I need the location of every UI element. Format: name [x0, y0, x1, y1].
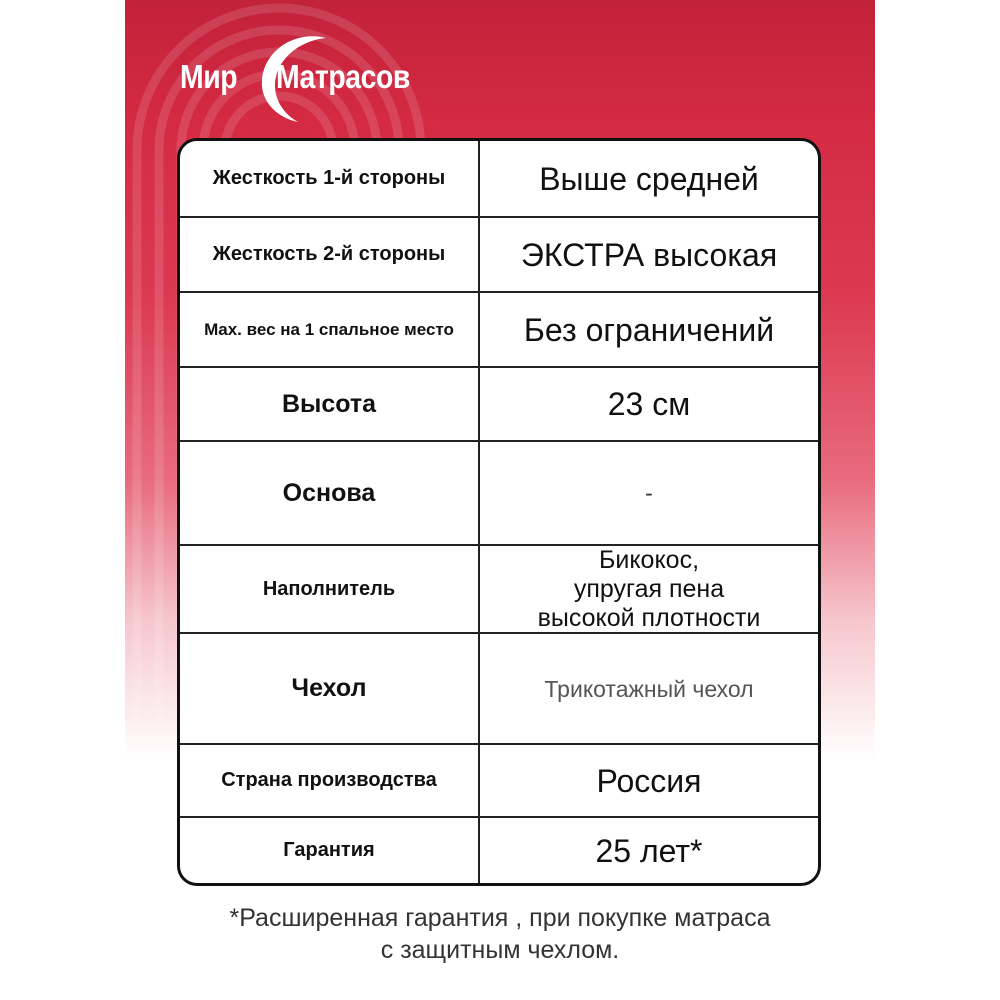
footnote-line-2: с защитным чехлом.: [380, 936, 620, 964]
spec-label: Основа: [180, 442, 480, 544]
spec-row-firmness-side-1: [180, 141, 818, 216]
spec-value: [480, 546, 818, 632]
spec-value: Россия: [596, 762, 702, 799]
spec-value-line: Бикокос,: [598, 545, 700, 574]
spec-label: Жесткость 2-й стороны: [180, 218, 480, 291]
spec-label: Наполнитель: [180, 546, 480, 632]
spec-row-base: [180, 440, 818, 544]
spec-value: Выше средней: [539, 160, 759, 197]
spec-row-country: [180, 743, 818, 816]
spec-value: 23 см: [607, 386, 691, 422]
spec-label: Страна производства: [180, 745, 480, 816]
spec-value: -: [645, 480, 653, 506]
brand-logo: [180, 24, 440, 124]
spec-value: ЭКСТРА высокая: [520, 236, 778, 273]
spec-label: Гарантия: [180, 818, 480, 883]
spec-value: 25 лет*: [595, 832, 703, 869]
spec-row-filler: [180, 544, 818, 632]
footnote-line-1: *Расширенная гарантия , при покупке матраса: [229, 904, 771, 932]
spec-row-height: [180, 366, 818, 440]
specs-table: [177, 138, 821, 886]
spec-value: Без ограничений: [523, 311, 775, 348]
spec-label: Чехол: [180, 634, 480, 743]
brand-word-2: Матрасов: [276, 58, 410, 95]
spec-label: Высота: [180, 368, 480, 440]
spec-label: Max. вес на 1 спальное место: [180, 293, 480, 366]
spec-row-warranty: [180, 816, 818, 883]
spec-row-cover: [180, 632, 818, 743]
spec-value-line: упругая пена: [573, 574, 725, 603]
brand-word-1: Мир: [180, 58, 238, 95]
spec-label: Жесткость 1-й стороны: [180, 141, 480, 216]
spec-row-firmness-side-2: [180, 216, 818, 291]
spec-row-max-weight: [180, 291, 818, 366]
spec-value: Трикотажный чехол: [544, 675, 754, 702]
spec-value-line: высокой плотности: [537, 603, 761, 632]
warranty-footnote: [125, 902, 875, 966]
